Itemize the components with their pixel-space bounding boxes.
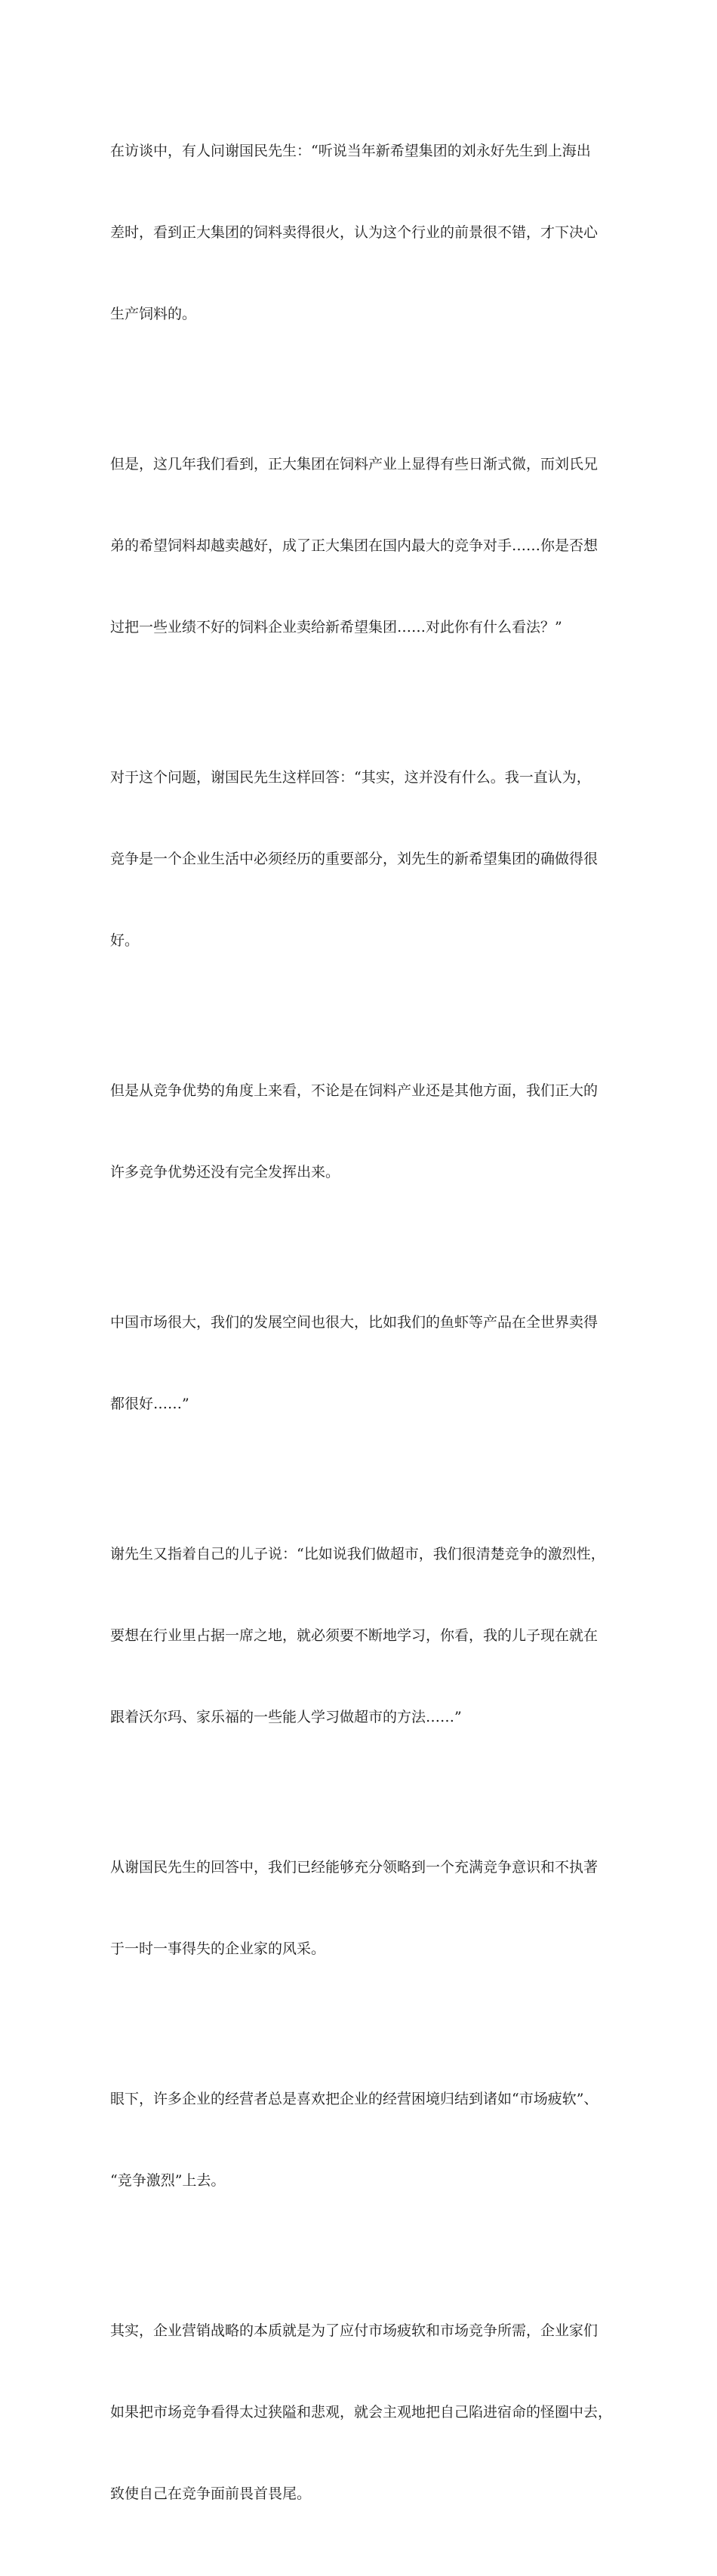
paragraph-3: [110, 709, 608, 1008]
paragraph-line: 对于这个问题，谢国民先生这样回答：“其实，这并没有什么。我一直认为，: [110, 769, 591, 786]
paragraph-line: 都很好……”: [110, 1396, 189, 1412]
paragraph-line: 生产饲料的。: [110, 306, 197, 322]
paragraph-line: 但是从竞争优势的角度上来看，不论是在饲料产业还是其他方面，我们正大的: [110, 1082, 599, 1099]
paragraph-line: 谢先生又指着自己的儿子说：“比如说我们做超市，我们很清楚竞争的激烈性，: [110, 1546, 605, 1562]
paragraph-line: 但是，这几年我们看到，正大集团在饲料产业上显得有些日渐式微，而刘氏兄: [110, 456, 599, 472]
paragraph-line: 许多竞争优势还没有完全发挥出来。: [110, 1164, 340, 1180]
paragraph-line: 致使自己在竞争面前畏首畏尾。: [110, 2485, 312, 2502]
paragraph-line: 如果把市场竞争看得太过狭隘和悲观，就会主观地把自己陷进宿命的怪圈中去，: [110, 2404, 613, 2421]
paragraph-line: 在访谈中，有人问谢国民先生：“听说当年新希望集团的刘永好先生到上海出: [110, 143, 591, 159]
paragraph-9: [110, 2263, 613, 2562]
paragraph-line: 于一时一事得失的企业家的风采。: [110, 1940, 326, 1957]
paragraph-line: 要想在行业里占据一席之地，就必须要不断地学习，你看，我的儿子现在就在: [110, 1627, 599, 1644]
paragraph-4: [110, 1023, 608, 1240]
paragraph-line: 弟的希望饲料却越卖越好，成了正大集团在国内最大的竞争对手……你是否想: [110, 537, 599, 554]
paragraph-line: 从谢国民先生的回答中，我们已经能够充分领略到一个充满竞争意识和不执著: [110, 1859, 599, 1876]
paragraph-line: 跟着沃尔玛、家乐福的一些能人学习做超市的方法……”: [110, 1709, 462, 1725]
paragraph-line: 其实，企业营销战略的本质就是为了应付市场疲软和市场竞争所需，企业家们: [110, 2322, 599, 2339]
paragraph-5: [110, 1254, 608, 1472]
paragraph-line: “竞争激烈”上去。: [110, 2172, 226, 2189]
paragraph-1: [110, 83, 608, 382]
paragraph-line: 好。: [110, 932, 140, 949]
paragraph-2: [110, 396, 608, 695]
paragraph-line: 眼下，许多企业的经营者总是喜欢把企业的经营困境归结到诸如“市场疲软”、: [110, 2091, 599, 2107]
paragraph-line: 差时，看到正大集团的饲料卖得很火，认为这个行业的前景很不错，才下决心: [110, 224, 599, 241]
paragraph-6: [110, 1486, 608, 1785]
document-body: [110, 83, 613, 2576]
paragraph-8: [110, 2031, 608, 2248]
paragraph-line: 中国市场很大，我们的发展空间也很大，比如我们的鱼虾等产品在全世界卖得: [110, 1314, 599, 1331]
paragraph-7: [110, 1799, 608, 2017]
paragraph-line: 竞争是一个企业生活中必须经历的重要部分，刘先生的新希望集团的确做得很: [110, 851, 599, 867]
paragraph-line: 过把一些业绩不好的饲料企业卖给新希望集团……对此你有什么看法？”: [110, 619, 562, 636]
